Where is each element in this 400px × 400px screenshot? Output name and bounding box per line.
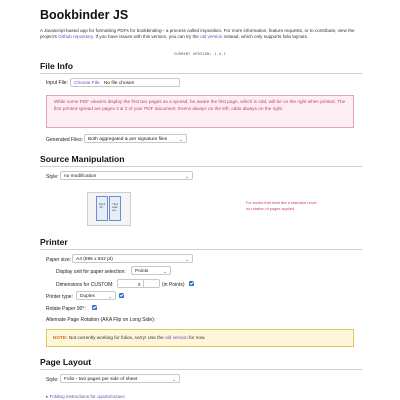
preview-page-text: fwy’d M... (98, 202, 106, 210)
old-version-link[interactable]: old version (200, 34, 223, 40)
custom-unit-label: (in Points) (162, 282, 185, 288)
printer-type-label: Printer type: (46, 294, 73, 300)
printer-type-checkbox[interactable] (119, 293, 124, 298)
choose-file-button[interactable]: Choose File (74, 81, 100, 86)
rotate-paper-label: Rotate Paper 90°: (46, 306, 86, 312)
version-label: CURRENT VERSION: 1.4.1 (174, 52, 226, 56)
file-info-heading: File Info (40, 61, 73, 71)
custom-dimensions-label: Dimensions for CUSTOM: (56, 282, 114, 288)
note-text: Not currently working for folios, sorry! Use the (67, 335, 166, 340)
layout-style-label: Style: (46, 377, 59, 383)
no-file-text: No file chosen (103, 81, 135, 86)
page-layout-heading: Page Layout (40, 357, 92, 367)
custom-dimensions-checkbox[interactable] (189, 281, 194, 286)
file-input[interactable] (70, 78, 180, 87)
layout-preview (87, 192, 131, 226)
generated-files-select[interactable] (84, 134, 187, 143)
divider (40, 166, 362, 167)
chevron-down-icon: ⌄ (185, 174, 189, 179)
source-description-line: For books that read like a standard novel (246, 200, 317, 205)
dimension-separator: x (138, 282, 141, 288)
note-text: for now. (187, 335, 206, 340)
source-style-select[interactable] (60, 171, 193, 180)
paper-size-value: A4 (595 x 842 pt) (76, 257, 113, 262)
github-repo-link[interactable]: Github repository (58, 34, 93, 40)
paper-size-select[interactable] (72, 254, 193, 263)
note-label: NOTE: (53, 335, 68, 340)
printer-heading: Printer (40, 237, 68, 247)
divider (40, 73, 362, 74)
intro-part: A Javascript-based app for formatting PDFs for bookbinding-- a process called imposition. For more information, feature requests, or to contribute, view the project's (40, 28, 355, 40)
preview-page-left (96, 196, 108, 221)
generated-files-value: Both aggregated & per signature files (88, 137, 168, 142)
layout-style-value: Folio - two pages per side of sheet (64, 377, 138, 382)
divider (40, 249, 362, 250)
intro-part: instead, which only supports folio layouts. (222, 34, 309, 40)
layout-style-select[interactable] (60, 374, 180, 383)
paper-size-label: Paper size: (46, 257, 72, 263)
alt-rotation-label: Alternate Page Rotation (AKA Flip on Long Side): (46, 317, 156, 323)
source-style-label: Style: (46, 174, 59, 180)
pdf-warning: While some PDF viewers display the first two pages as a spread, be aware the first page, which is odd, will be on the right when printed. The first printed spread are pages 2 & 3 of your PDF document. Evens always on the left; odds always on the right. (46, 95, 354, 128)
note-old-version-link[interactable]: old version (165, 335, 188, 340)
chevron-down-icon: ⌄ (108, 294, 112, 299)
input-file-label: Input File: (46, 80, 68, 86)
intro-text (40, 28, 362, 40)
chevron-down-icon: ⌄ (163, 269, 167, 274)
preview-page-right (109, 196, 121, 221)
generated-files-label: Generated Files: (46, 137, 83, 143)
display-unit-label: Display unit for paper selection: (56, 269, 126, 275)
display-unit-select[interactable] (131, 266, 171, 275)
rotate-paper-checkbox[interactable] (92, 305, 97, 310)
folding-instructions-toggle[interactable]: ▸ Folding instructions for quarto/octavo (46, 394, 125, 399)
chevron-down-icon: ⌄ (185, 257, 189, 262)
folio-note (46, 329, 354, 347)
source-heading: Source Manipulation (40, 154, 125, 164)
chevron-down-icon: ⌄ (172, 377, 176, 382)
custom-height-input[interactable] (143, 279, 160, 288)
source-description-line: no rotation of pages applied (246, 205, 295, 211)
divider (40, 369, 362, 370)
source-description (246, 200, 317, 211)
display-unit-value: Points (135, 269, 149, 274)
page-title: Bookbinder JS (40, 8, 129, 22)
preview-page-text: *Jod look an... (112, 202, 118, 213)
chevron-down-icon: ⌄ (179, 137, 183, 142)
intro-part: . If you have issues with this version, you can try the (92, 34, 201, 40)
printer-type-select[interactable] (76, 291, 116, 300)
printer-type-value: Duplex (80, 294, 95, 299)
source-style-value: no modification (64, 174, 97, 179)
